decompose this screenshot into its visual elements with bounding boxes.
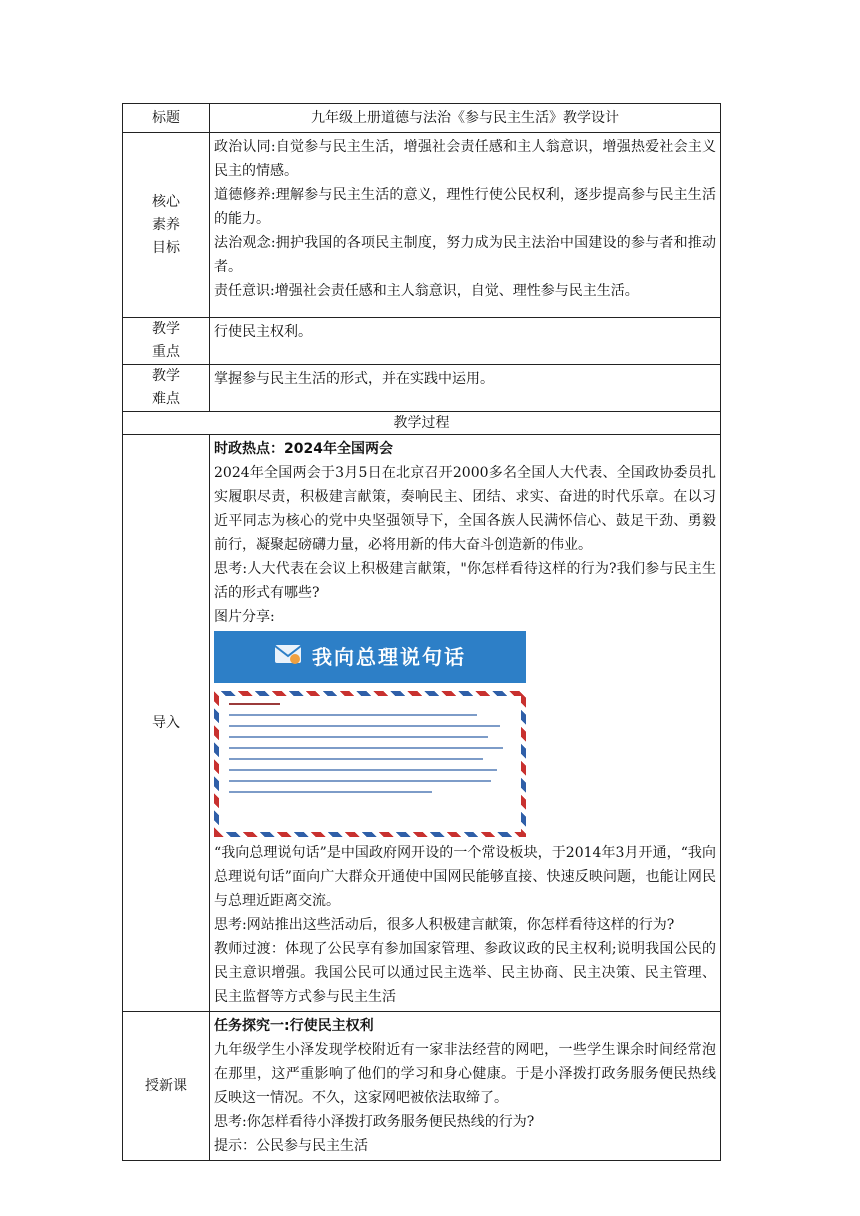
letter-airmail-border [214,691,526,837]
difficulty-label-line: 教学 [152,368,180,384]
process-header-row [123,412,721,435]
intro-paragraph: 2024年全国两会于3月5日在北京召开2000多名全国人大代表、全国政协委员扎实履职尽责，积极建言献策，奏响民主、团结、求实、奋进的时代乐章。在以习近平同志为核心的党中央坚强领导下，全国各族人民满怀信心、鼓足干劲、勇毅前行，凝聚起磅礴力量，必将用新的伟大奋斗创造新的伟业。 [214,465,716,553]
difficulty-label-line: 难点 [152,391,180,407]
new-lesson-row [123,1012,721,1161]
process-header: 教学过程 [123,412,721,435]
focus-label [123,318,210,365]
teacher-transition: 教师过渡：体现了公民享有参加国家管理、参政议政的民主权利;说明我国公民的民主意识增强。我国公民可以通过民主选举、民主协商、民主决策、民主管理、民主监督等方式参与民主生活 [214,941,716,1005]
core-row [123,133,721,318]
intro-question: 思考:人大代表在会议上积极建言献策，"你怎样看待这样的行为?我们参与民主生活的形式有哪些? [214,561,716,601]
task-hint: 提示：公民参与民主生活 [214,1138,368,1154]
core-content [210,133,721,318]
focus-row [123,318,721,365]
intro-label: 导入 [123,435,210,1012]
difficulty-value: 掌握参与民主生活的形式，并在实践中运用。 [210,365,721,412]
lesson-plan-table [122,103,721,1161]
title-value: 九年级上册道德与法治《参与民主生活》教学设计 [210,104,721,133]
task-heading: 任务探究一:行使民主权利 [214,1018,374,1034]
new-lesson-label: 授新课 [123,1012,210,1161]
task-paragraph: 九年级学生小泽发现学校附近有一家非法经营的网吧，一些学生课余时间经常泡在那里，这严重影响了他们的学习和身心健康。于是小泽拨打政务服务便民热线反映这一情况。不久，这家网吧被依法取缔了。 [214,1042,716,1106]
core-label-line: 素养 [152,216,180,233]
core-paragraph: 责任意识:增强社会责任感和主人翁意识，自觉、理性参与民主生活。 [214,283,639,299]
title-row [123,104,721,133]
intro-question: 思考:网站推出这些活动后，很多人积极建言献策，你怎样看待这样的行为? [214,917,675,933]
core-paragraph: 道德修养:理解参与民主生活的意义，理性行使公民权利，逐步提高参与民主生活的能力。 [214,187,716,227]
title-label: 标题 [123,104,210,133]
core-paragraph: 政治认同:自觉参与民主生活，增强社会责任感和主人翁意识，增强热爱社会主义民主的情感。 [214,139,716,179]
new-lesson-content [210,1012,721,1161]
letter-body [219,696,521,832]
image-banner-text: 我向总理说句话 [312,645,466,669]
intro-paragraph: “我向总理说句话”是中国政府网开设的一个常设板块，于2014年3月开通，“我向总理说句话”面向广大群众开通使中国网民能够直接、快速反映问题，也能让网民与总理近距离交流。 [214,845,716,909]
intro-row [123,435,721,1012]
core-label-line: 目标 [152,239,180,256]
shared-image [214,631,526,837]
mail-envelope-icon [274,641,302,673]
focus-label-line: 重点 [152,344,180,360]
image-banner [214,631,526,683]
core-label-line: 核心 [152,193,180,210]
focus-label-line: 教学 [152,321,180,337]
core-paragraph: 法治观念:拥护我国的各项民主制度，努力成为民主法治中国建设的参与者和推动者。 [214,235,716,275]
difficulty-row [123,365,721,412]
focus-value: 行使民主权利。 [210,318,721,365]
image-share-label: 图片分享: [214,609,275,625]
difficulty-label [123,365,210,412]
intro-content [210,435,721,1012]
intro-heading: 时政热点：2024年全国两会 [214,441,393,457]
task-question: 思考:你怎样看待小泽拨打政务服务便民热线的行为? [214,1114,535,1130]
core-label [123,133,210,318]
